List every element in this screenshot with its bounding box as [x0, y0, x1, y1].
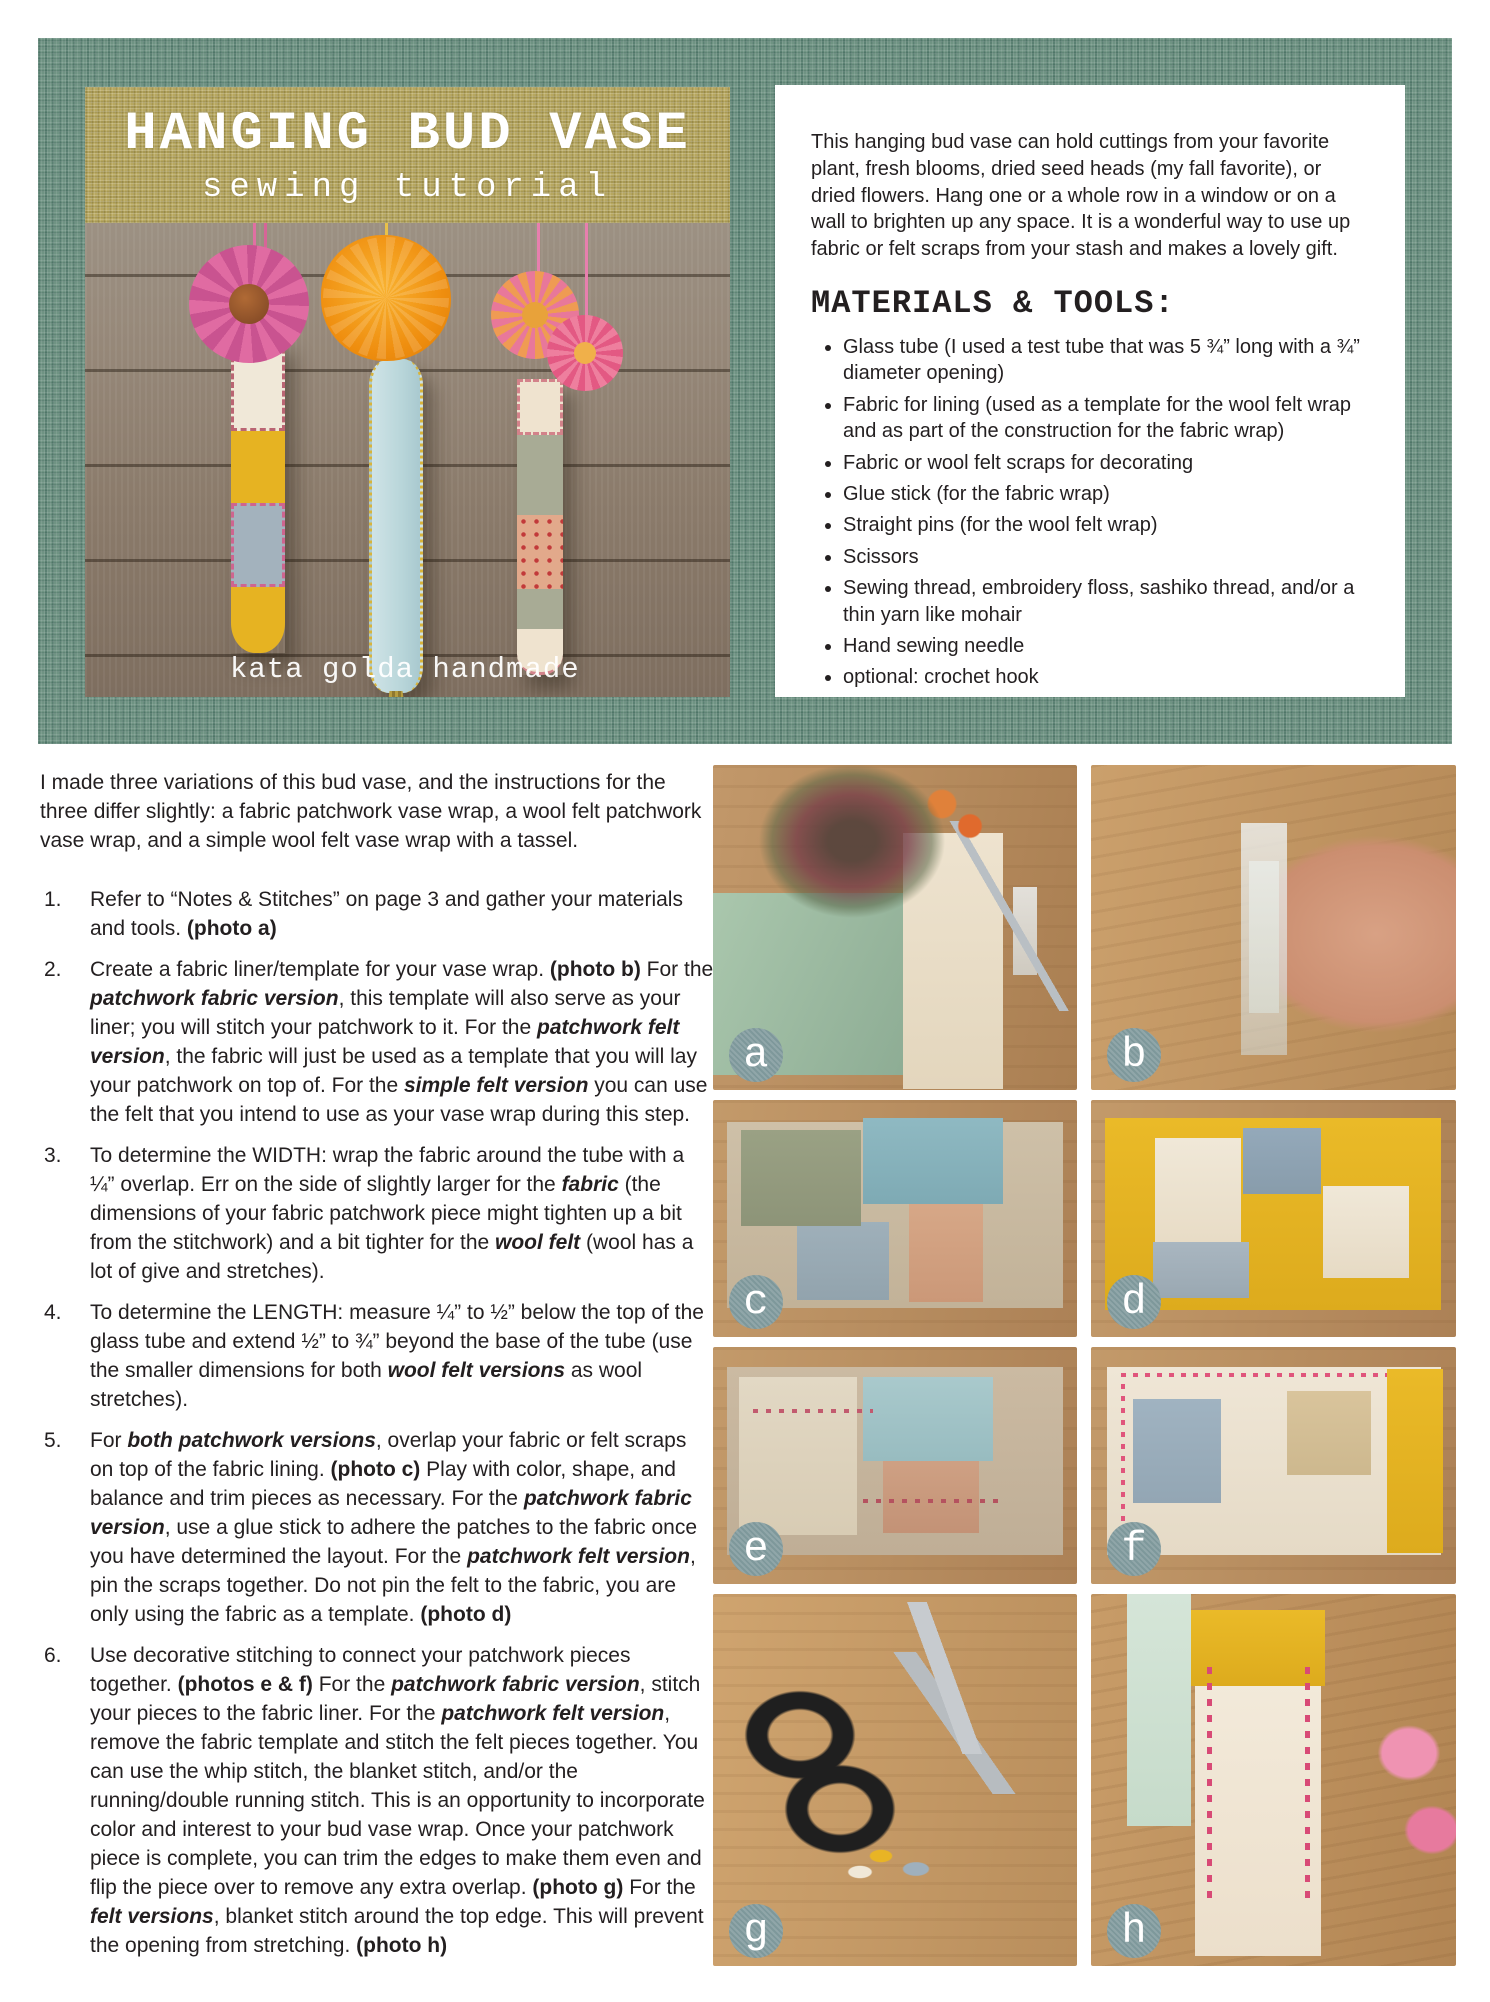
photo-f-felt-patchwork-stitched [1091, 1347, 1456, 1584]
photo-d-felt-patchwork-pinned [1091, 1100, 1456, 1337]
step-number: 6. [44, 1644, 62, 1667]
photo-c-fabric-patchwork-layout [713, 1100, 1077, 1337]
step-text: For both patchwork versions, overlap your fabric or felt scraps on top of the fabric lining. (photo c) Play with color, shape, and balance and trim pieces as necessary. For the patchwork fabric version, use a glue stick to adhere the patches to the fabric once you have determined the layout. For the patchwork felt version, pin the scraps together. Do not pin the felt to the fabric, you are only using the fabric as a template. (photo d) [90, 1429, 698, 1626]
photo-b-hand-holding-test-tube [1091, 765, 1456, 1090]
material-item: • Glue stick (for the fabric wrap) [843, 481, 1371, 507]
material-item: • optional: crochet hook [843, 664, 1371, 690]
photo-label-badge: g [729, 1904, 783, 1958]
simple-felt-vase-with-tassel [369, 359, 423, 693]
banner-burlap-frame [38, 38, 1452, 744]
instruction-step [44, 955, 714, 1129]
page-subtitle: sewing tutorial [201, 168, 614, 207]
step-number: 3. [44, 1144, 62, 1167]
material-item: • Scissors [843, 544, 1371, 570]
material-item: • Straight pins (for the wool felt wrap) [843, 512, 1371, 538]
page-title: HANGING BUD VASE [124, 103, 691, 165]
photo-label-badge: e [729, 1522, 783, 1576]
step-text: Use decorative stitching to connect your patchwork pieces together. (photos e & f) For the patchwork fabric version, stitch your pieces to the fabric liner. For the patchwork felt version, remove the fabric template and stitch the felt pieces together. You can use the whip stitch, the blanket stitch, and/or the running/double running stitch. This is an opportunity to incorporate color and interest to your bud vase wrap. Once your patchwork piece is complete, you can trim the edges to make them even and flip the piece over to remove any extra overlap. (photo g) For the felt versions, blanket stitch around the top edge. This will prevent the opening from stretching. (photo h) [90, 1644, 705, 1957]
step-text: To determine the WIDTH: wrap the fabric around the tube with a ¼” overlap. Err on the side of slightly larger for the fabric (the dimensions of your fabric patchwork piece might tighten up a bit from the stitchwork) and a bit tighter for the wool felt (wool has a lot of give and stretches). [90, 1144, 694, 1283]
watermark: kata golda handmade [230, 653, 580, 686]
photo-label-badge: a [729, 1028, 783, 1082]
photo-label-badge: f [1107, 1522, 1161, 1576]
title-burlap-strip [85, 87, 730, 223]
step-number: 1. [44, 888, 62, 911]
instruction-step [44, 885, 714, 943]
patchwork-fabric-vase [517, 379, 563, 675]
materials-list [811, 334, 1371, 691]
material-item: • Fabric or wool felt scraps for decorating [843, 450, 1371, 476]
instructions-column [40, 768, 714, 1972]
photo-h-finished-vase-blanket-stitch [1091, 1594, 1456, 1966]
material-item: • Sewing thread, embroidery floss, sashiko thread, and/or a thin yarn like mohair [843, 575, 1371, 628]
step-number: 2. [44, 958, 62, 981]
patchwork-felt-vase [231, 339, 285, 653]
material-item: • Glass tube (I used a test tube that was 5 ¾” long with a ¾” diameter opening) [843, 334, 1371, 387]
pink-coneflower [189, 245, 309, 363]
photo-label-badge: c [729, 1275, 783, 1329]
instruction-step [44, 1641, 714, 1960]
materials-heading: MATERIALS & TOOLS: [811, 284, 1175, 322]
instruction-steps [40, 885, 714, 1960]
step-number: 5. [44, 1429, 62, 1452]
photo-label-badge: d [1107, 1275, 1161, 1329]
photo-a-materials-flat-lay [713, 765, 1077, 1090]
step-text: Refer to “Notes & Stitches” on page 3 and gather your materials and tools. (photo a) [90, 888, 683, 940]
photo-e-fabric-patchwork-stitched [713, 1347, 1077, 1584]
photo-g-scissors-trimming-scraps [713, 1594, 1077, 1966]
step-text: To determine the LENGTH: measure ¼” to ½” below the top of the glass tube and extend ½” to ¾” beyond the base of the tube (use the smaller dimensions for both wool felt versions as wool stretches). [90, 1301, 704, 1411]
photo-label-badge: h [1107, 1904, 1161, 1958]
instruction-step [44, 1426, 714, 1629]
hero-photo [85, 87, 730, 697]
material-item: • Hand sewing needle [843, 633, 1371, 659]
step-text: Create a fabric liner/template for your vase wrap. (photo b) For the patchwork fabric version, this template will also serve as your liner; you will stitch your patchwork to it. For the patchwork felt version, the fabric will just be used as a template that you will lay your patchwork on top of. For the simple felt version you can use the felt that you intend to use as your vase wrap during this step. [90, 958, 714, 1126]
step-number: 4. [44, 1301, 62, 1324]
orange-marigold [321, 235, 451, 361]
body-intro-paragraph: I made three variations of this bud vase, and the instructions for the three differ slightly: a fabric patchwork vase wrap, a wool felt patchwork vase wrap, and a simple wool felt vase wrap with a tassel. [40, 771, 702, 852]
instruction-step [44, 1141, 714, 1286]
strawflower [547, 315, 623, 391]
instruction-step [44, 1298, 714, 1414]
intro-materials-box [775, 85, 1405, 697]
photo-label-badge: b [1107, 1028, 1161, 1082]
material-item: • Fabric for lining (used as a template for the wool felt wrap and as part of the construction for the fabric wrap) [843, 392, 1371, 445]
photo-grid [713, 765, 1456, 1966]
intro-paragraph: This hanging bud vase can hold cuttings from your favorite plant, fresh blooms, dried seed heads (my fall favorite), or dried flowers. Hang one or a whole row in a window or on a wall to brighten up any space. It is a wonderful way to use up fabric or felt scraps from your stash and makes a lovely gift. [811, 131, 1351, 261]
